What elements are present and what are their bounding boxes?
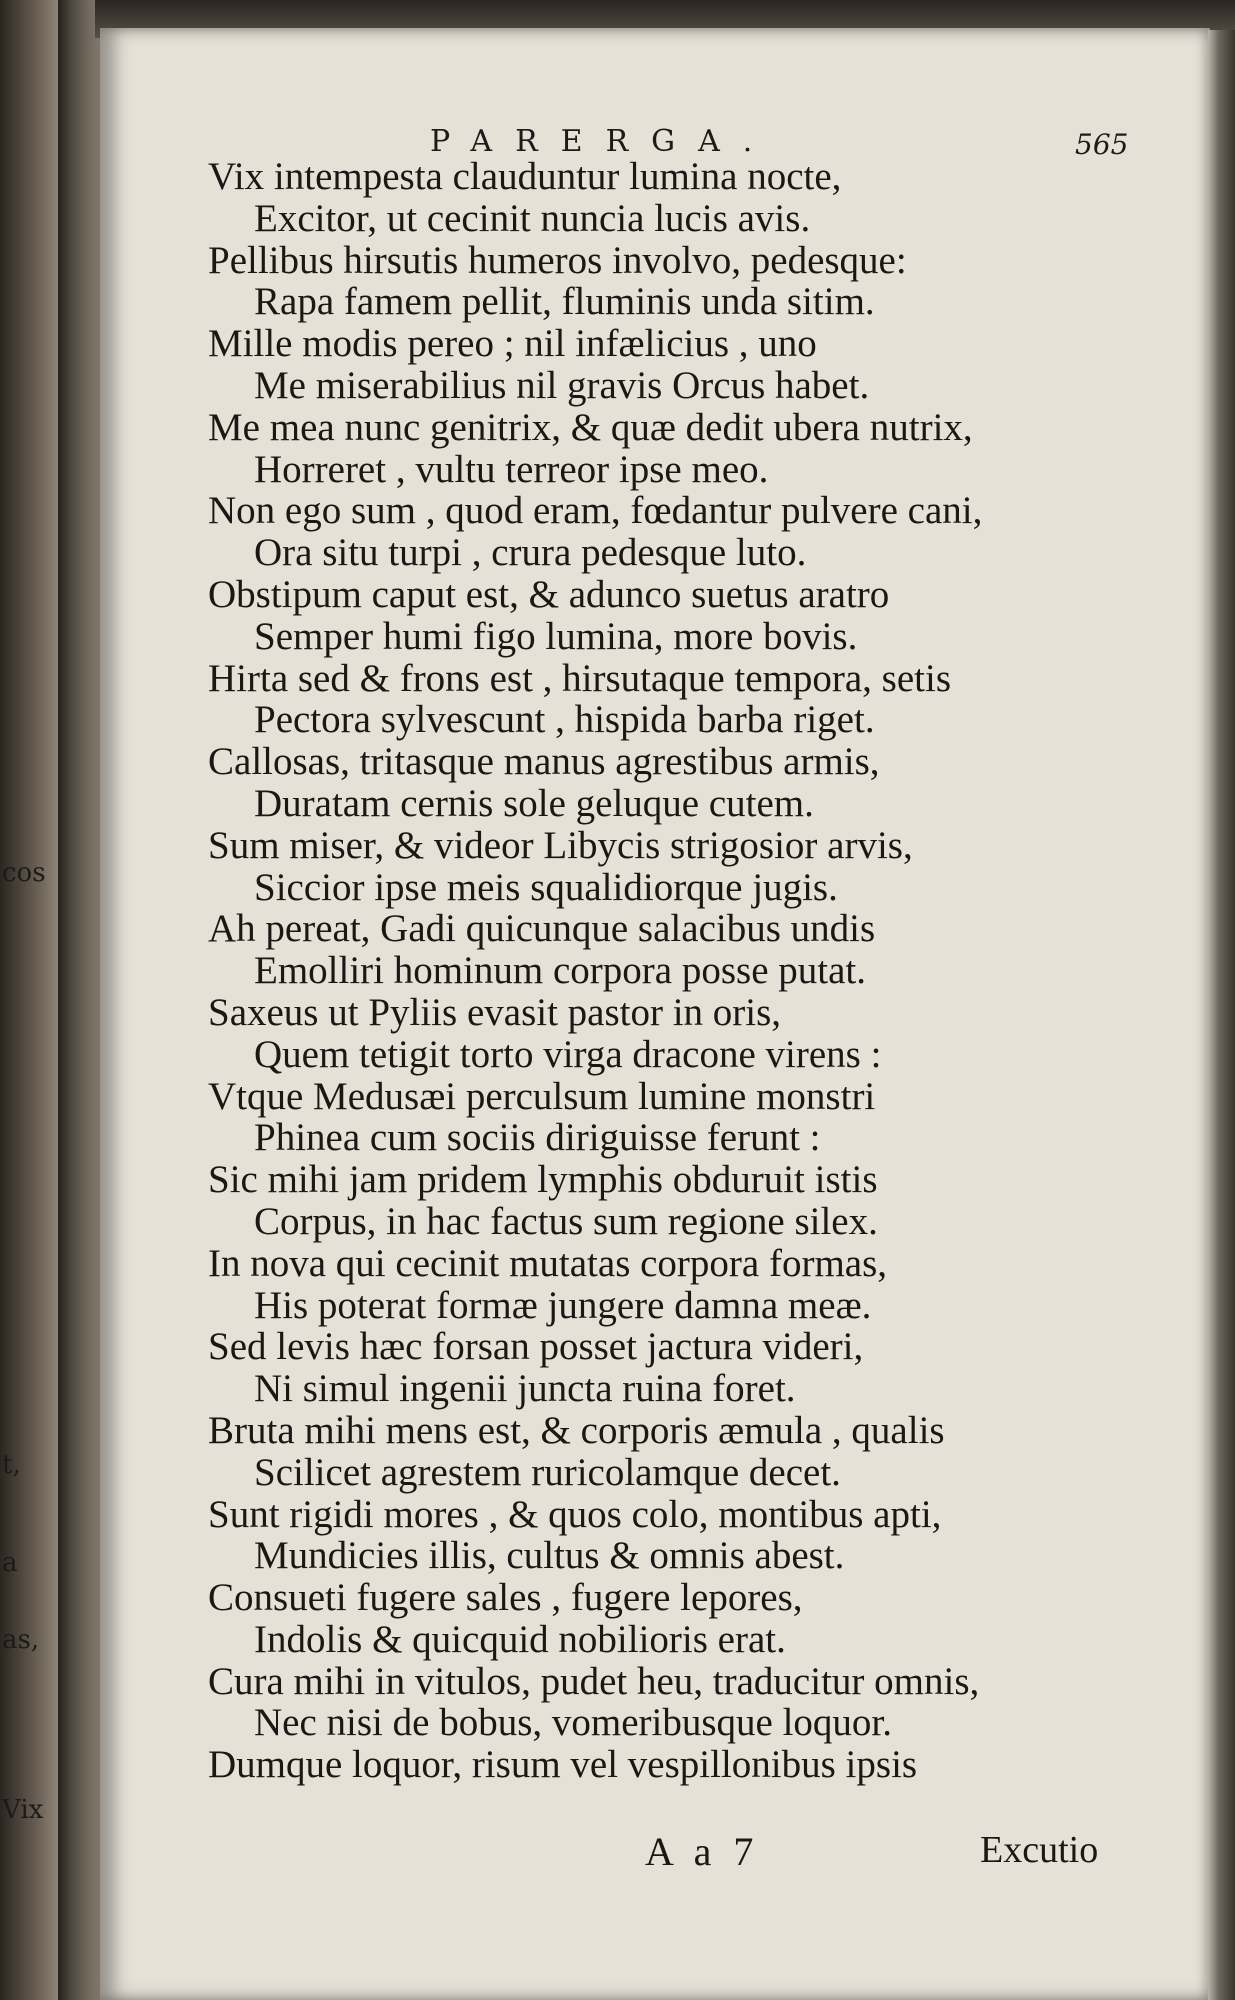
verse-line: Ni simul ingenii juncta ruina foret. [254, 1367, 796, 1411]
verse-line: Phinea cum sociis diriguisse ferunt : [254, 1116, 821, 1160]
verse-line: Rapa famem pellit, fluminis unda sitim. [254, 280, 875, 324]
page-footer [100, 1828, 1210, 1888]
verse-line: Pellibus hirsutis humeros involvo, pedesque: [208, 238, 907, 282]
verse-line: Pectora sylvescunt , hispida barba riget. [254, 698, 875, 742]
verse-line: Scilicet agrestem ruricolamque decet. [254, 1450, 841, 1494]
margin-fragment: Vix [2, 1795, 44, 1825]
verse-line: Corpus, in hac factus sum regione silex. [254, 1199, 878, 1243]
verse-line: In nova qui cecinit mutatas corpora formas, [208, 1241, 888, 1285]
verse-line: Non ego sum , quod eram, fœdantur pulvere cani, [208, 489, 983, 533]
signature-mark: A a 7 [645, 1829, 760, 1874]
verse-line: Horreret , vultu terreor ipse meo. [254, 447, 769, 491]
margin-fragment: as, [2, 1625, 40, 1655]
verse-line: Cura mihi in vitulos, pudet heu, traducitur omnis, [208, 1659, 980, 1703]
verse-line: Semper humi figo lumina, more bovis. [254, 614, 858, 658]
margin-fragment: t, [2, 1450, 21, 1480]
verse-line: Obstipum caput est, & adunco suetus aratro [208, 572, 890, 616]
verse-line: Quem tetigit torto virga dracone virens : [254, 1032, 882, 1076]
verse-line: Nec nisi de bobus, vomeribusque loquor. [254, 1701, 892, 1745]
page-fore-edge [1208, 30, 1235, 2000]
verse-line: Indolis & quicquid nobilioris erat. [254, 1617, 786, 1661]
verse-line: Siccior ipse meis squalidiorque jugis. [254, 865, 838, 909]
verse-line: Ah pereat, Gadi quicunque salacibus undis [208, 907, 876, 951]
verse-line: Vix intempesta clauduntur lumina nocte, [208, 155, 842, 198]
margin-fragment: a [2, 1548, 18, 1578]
verse-line: Sed levis hæc forsan posset jactura videri, [208, 1325, 864, 1369]
verse-line: Ora situ turpi , crura pedesque luto. [254, 531, 807, 575]
poem-text [208, 156, 1208, 1786]
page-number: 565 [1075, 128, 1129, 161]
margin-fragment: cos [2, 858, 46, 888]
verse-line: His poterat formæ jungere damna meæ. [254, 1283, 872, 1327]
verse-line: Callosas, tritasque manus agrestibus armis, [208, 740, 880, 784]
running-title: PARERGA. [430, 124, 776, 159]
verse-line: Saxeus ut Pyliis evasit pastor in oris, [208, 990, 782, 1034]
verse-line: Sunt rigidi mores , & quos colo, montibus apti, [208, 1492, 942, 1536]
verse-line: Dumque loquor, risum vel vespillonibus ipsis [208, 1743, 918, 1787]
verse-line: Consueti fugere sales , fugere lepores, [208, 1576, 803, 1620]
verse-line: Vtque Medusæi perculsum lumine monstri [208, 1074, 876, 1118]
verse-line: Mille modis pereo ; nil infælicius , uno [208, 322, 817, 366]
verse-line: Me mea nunc genitrix, & quæ dedit ubera nutrix, [208, 405, 973, 449]
verse-line: Bruta mihi mens est, & corporis æmula , qualis [208, 1408, 945, 1452]
catchword: Excutio [980, 1829, 1099, 1871]
verse-line: Sum miser, & videor Libycis strigosior arvis, [208, 823, 913, 867]
verse-line: Sic mihi jam pridem lymphis obduruit istis [208, 1158, 878, 1202]
verse-line: Hirta sed & frons est , hirsutaque tempora, setis [208, 656, 951, 700]
verse-line: Excitor, ut cecinit nuncia lucis avis. [254, 196, 811, 240]
verse-line: Emolliri hominum corpora posse putat. [254, 949, 866, 993]
verse-line: Mundicies illis, cultus & omnis abest. [254, 1534, 845, 1578]
book-page [100, 28, 1210, 2000]
verse-line: Me miserabilius nil gravis Orcus habet. [254, 363, 870, 407]
verse-line: Duratam cernis sole geluque cutem. [254, 781, 814, 825]
